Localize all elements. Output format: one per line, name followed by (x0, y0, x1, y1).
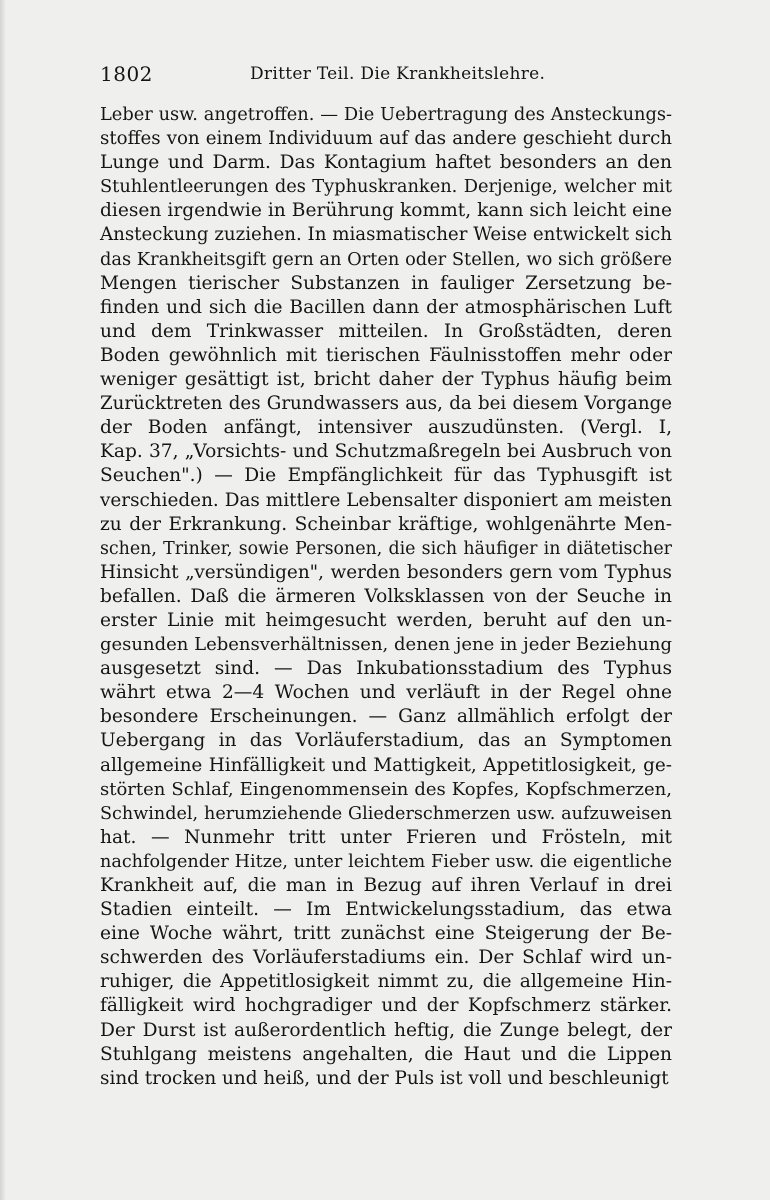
text-line: schen, Trinker, sowie Personen, die sich häufiger in diätetischer (100, 538, 672, 559)
text-line: finden und sich die Bacillen dann der atmosphärischen Luft (100, 296, 672, 318)
text-line: Schwindel, herumziehende Gliederschmerzen usw. aufzuweisen (100, 803, 672, 824)
text-line: erster Linie mit heimgesucht werden, beruht auf den un- (100, 609, 672, 631)
text-line: schwerden des Vorläuferstadiums ein. Der Schlaf wird un- (100, 947, 672, 969)
text-line: ausgesetzt sind. — Das Inkubationsstadium des Typhus (100, 658, 672, 680)
text-line: Lunge und Darm. Das Kontagium haftet besonders an den (100, 152, 672, 174)
text-line: Zurücktreten des Grundwassers aus, da bei diesem Vorgange (100, 393, 672, 415)
page-header (100, 62, 672, 88)
text-line: Leber usw. angetroffen. — Die Uebertragung des Ansteckungs- (100, 104, 672, 125)
text-line: Uebergang in das Vorläuferstadium, das an Symptomen (100, 730, 672, 752)
text-line: und dem Trinkwasser mitteilen. In Großstädten, deren (100, 320, 672, 342)
page-edge-shadow (0, 0, 6, 1200)
text-line: zu der Erkrankung. Scheinbar kräftige, wohlgenährte Men- (100, 513, 672, 535)
text-line: Krankheit auf, die man in Bezug auf ihren Verlauf in drei (100, 875, 672, 896)
text-line: Ansteckung zuziehen. In miasmatischer Weise entwickelt sich (100, 224, 672, 246)
text-line: Boden gewöhnlich mit tierischen Fäulnisstoffen mehr oder (100, 344, 672, 366)
text-line: diesen irgendwie in Berührung kommt, kann sich leicht eine (100, 200, 672, 222)
text-line: währt etwa 2—4 Wochen und verläuft in der Regel ohne (100, 682, 672, 704)
text-line: gesunden Lebensverhältnissen, denen jene in jeder Beziehung (100, 634, 672, 656)
text-line: weniger gesättigt ist, bricht daher der Typhus häufig beim (100, 369, 672, 391)
text-line: Kap. 37, „Vorsichts- und Schutzmaßregeln bei Ausbruch von (100, 441, 672, 463)
text-line: stoffes von einem Individuum auf das andere geschieht durch (100, 128, 672, 150)
text-line: Stuhlgang meistens angehalten, die Haut und die Lippen (100, 1043, 672, 1065)
text-line: eine Woche währt, tritt zunächst eine Steigerung der Be- (100, 923, 672, 945)
text-line: der Boden anfängt, intensiver auszudünsten. (Vergl. I, (100, 417, 672, 439)
text-line: allgemeine Hinfälligkeit und Mattigkeit, Appetitlosigkeit, ge- (100, 754, 672, 776)
text-line: Stuhlentleerungen des Typhuskranken. Derjenige, welcher mit (100, 176, 672, 198)
text-line: das Krankheitsgift gern an Orten oder Stellen, wo sich größere (100, 248, 672, 270)
text-line: ruhiger, die Appetitlosigkeit nimmt zu, die allgemeine Hin- (100, 971, 672, 993)
text-line: Hinsicht „versündigen", werden besonders gern vom Typhus (100, 561, 672, 583)
text-line: sind trocken und heiß, und der Puls ist voll und beschleunigt (100, 1067, 669, 1089)
text-line: besondere Erscheinungen. — Ganz allmählich erfolgt der (100, 706, 672, 728)
running-head: Dritter Teil. Die Krankheitslehre. (250, 64, 546, 84)
text-line: Stadien einteilt. — Im Entwickelungsstadium, das etwa (100, 899, 672, 921)
text-line: Der Durst ist außerordentlich heftig, die Zunge belegt, der (100, 1019, 672, 1041)
text-line: fälligkeit wird hochgradiger und der Kopfschmerz stärker. (100, 995, 672, 1017)
text-line: verschieden. Das mittlere Lebensalter disponiert am meisten (100, 489, 672, 511)
text-line: befallen. Daß die ärmeren Volksklassen von der Seuche in (100, 585, 672, 607)
text-line: Seuchen".) — Die Empfänglichkeit für das Typhusgift ist (100, 465, 672, 487)
text-line: nachfolgender Hitze, unter leichtem Fieber usw. die eigentliche (100, 851, 672, 872)
text-line: hat. — Nunmehr tritt unter Frieren und Frösteln, mit (100, 826, 672, 848)
text-line: Mengen tierischer Substanzen in fauliger Zersetzung be- (100, 272, 672, 294)
body-text (100, 103, 672, 1091)
page-number: 1802 (100, 62, 153, 86)
text-line: störten Schlaf, Eingenommensein des Kopfes, Kopfschmerzen, (100, 778, 672, 800)
